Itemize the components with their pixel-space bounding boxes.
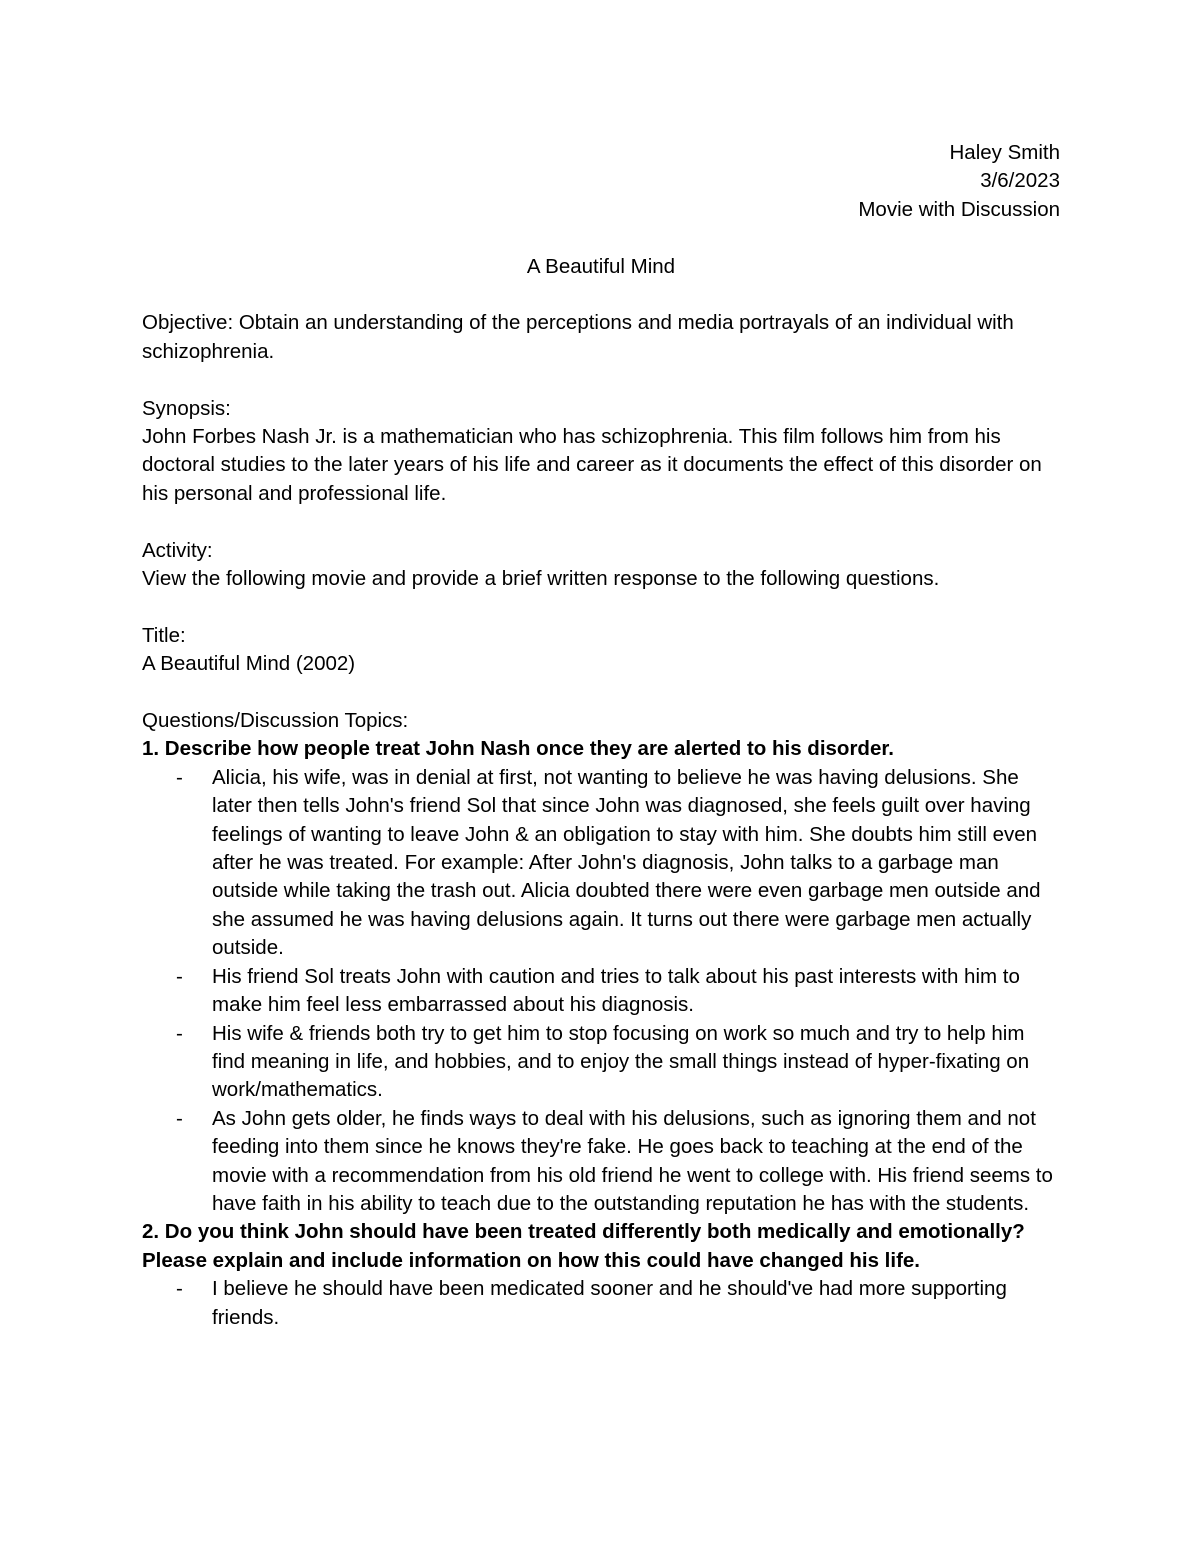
bullet-dash: -	[176, 964, 183, 988]
list-item	[142, 1105, 1060, 1219]
question-1: 1. Describe how people treat John Nash once they are alerted to his disorder.	[142, 737, 894, 761]
document-page	[142, 139, 1060, 1332]
answer-text: Alicia, his wife, was in denial at first, not wanting to believe he was having delusions. She later then tells John's friend Sol that since John was diagnosed, she feels guilt over having feelings of wanting to leave John & an obligation to stay with him. She doubts him still even after he was treated. For example: After John's diagnosis, John talks to a garbage man outside while taking the trash out. Alicia doubted there were even garbage men outside and she assumed he was having delusions again. It turns out there were garbage men actually outside.	[212, 765, 1041, 960]
document-title: A Beautiful Mind	[526, 254, 676, 278]
list-item	[142, 764, 1060, 963]
bullet-dash: -	[176, 1106, 183, 1130]
objective-text: Objective: Obtain an understanding of the perceptions and media portrayals of an individual with schizophrenia.	[142, 311, 1014, 363]
list-item	[142, 963, 1060, 1020]
movie-title-text: A Beautiful Mind (2002)	[142, 652, 356, 676]
question-1-answers	[142, 764, 1060, 1219]
answer-text: As John gets older, he finds ways to deal with his delusions, such as ignoring them and not feeding into them since he knows they're fake. He goes back to teaching at the end of the movie with a recommendation from his old friend he went to college with. His friend seems to have faith in his ability to teach due to the outstanding reputation he has with the students.	[212, 1106, 1053, 1215]
author-name: Haley Smith	[949, 141, 1060, 164]
bullet-dash: -	[176, 765, 183, 789]
question-2: 2. Do you think John should have been treated differently both medically and emotionally? Please explain and include information on how this could have changed his life.	[142, 1220, 1025, 1272]
document-date: 3/6/2023	[980, 169, 1060, 193]
answer-text: His wife & friends both try to get him to stop focusing on work so much and try to help him find meaning in life, and hobbies, and to enjoy the small things instead of hyper-fixating on work/mathematics.	[212, 1021, 1030, 1102]
questions-label: Questions/Discussion Topics:	[142, 709, 409, 733]
movie-title-label: Title:	[142, 623, 186, 647]
bullet-dash: -	[176, 1277, 183, 1301]
activity-label: Activity:	[142, 538, 213, 562]
list-item	[142, 1275, 1060, 1332]
bullet-dash: -	[176, 1021, 183, 1045]
synopsis-label: Synopsis:	[142, 396, 231, 420]
synopsis-text: John Forbes Nash Jr. is a mathematician who has schizophrenia. This film follows him from his doctoral studies to the later years of his life and career as it documents the effect of this disorder on his personal and professional life.	[142, 425, 1042, 505]
question-2-answers	[142, 1275, 1060, 1332]
activity-text: View the following movie and provide a brief written response to the following questions.	[142, 567, 940, 591]
header-block	[142, 139, 1060, 224]
list-item	[142, 1020, 1060, 1105]
assignment-name: Movie with Discussion	[858, 197, 1060, 221]
answer-text: I believe he should have been medicated sooner and he should've had more supporting friends.	[212, 1277, 1007, 1329]
answer-text: His friend Sol treats John with caution and tries to talk about his past interests with him to make him feel less embarrassed about his diagnosis.	[212, 964, 1020, 1017]
